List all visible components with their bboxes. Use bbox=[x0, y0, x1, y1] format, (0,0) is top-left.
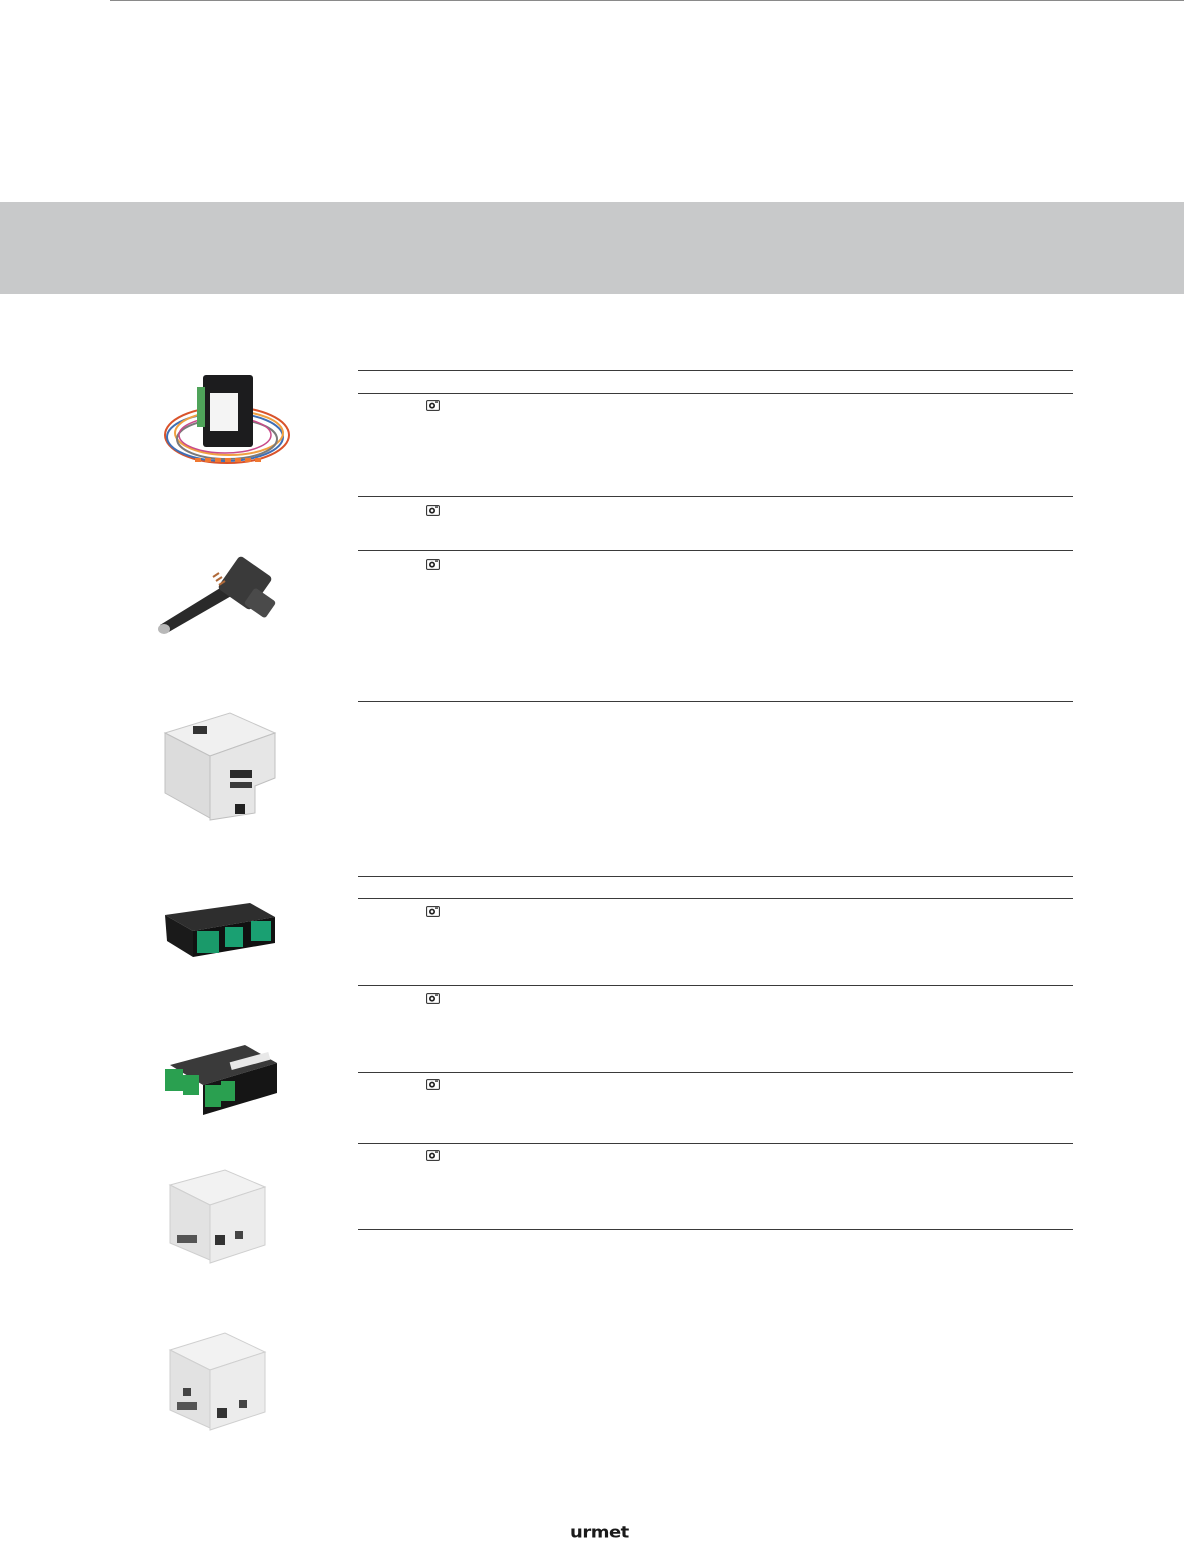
camera-icon bbox=[426, 558, 440, 570]
camera-icon bbox=[426, 1078, 440, 1090]
product-photo-black-box-3-terminals bbox=[155, 895, 285, 965]
urmet-logo: urmet bbox=[570, 1523, 629, 1542]
table-rule bbox=[358, 1143, 1073, 1144]
product-photo-module-with-wires bbox=[155, 365, 300, 475]
camera-icon bbox=[426, 905, 440, 917]
table-rule bbox=[358, 1072, 1073, 1073]
product-photo-black-box-multi-terminals bbox=[155, 1035, 285, 1120]
product-photo-din-rail-grey-2 bbox=[155, 1328, 275, 1438]
table-rule bbox=[358, 985, 1073, 986]
product-photo-din-rail-grey bbox=[155, 1165, 275, 1270]
table-rule bbox=[358, 876, 1073, 877]
camera-icon bbox=[426, 399, 440, 411]
table-rule bbox=[358, 370, 1073, 371]
top-rule bbox=[110, 0, 1184, 1]
table-rule bbox=[358, 898, 1073, 899]
camera-icon bbox=[426, 992, 440, 1004]
table-rule bbox=[358, 393, 1073, 394]
section-header-band bbox=[0, 202, 1184, 294]
product-photo-plug-in-probe bbox=[155, 545, 300, 645]
camera-icon bbox=[426, 504, 440, 516]
table-rule bbox=[358, 496, 1073, 497]
table-rule bbox=[358, 1229, 1073, 1230]
table-rule bbox=[358, 701, 1073, 702]
product-photo-din-rail-module bbox=[155, 708, 285, 828]
camera-icon bbox=[426, 1149, 440, 1161]
table-rule bbox=[358, 550, 1073, 551]
